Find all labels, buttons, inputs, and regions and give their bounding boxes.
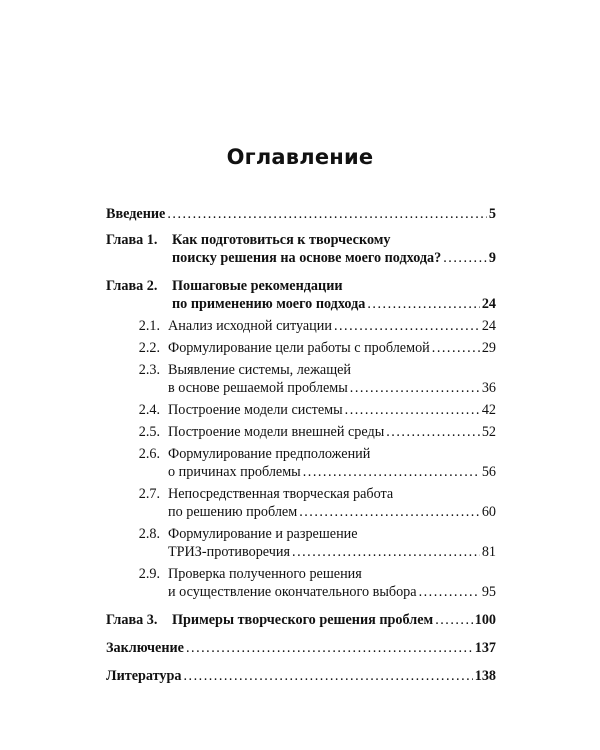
toc-page-number: 42 (481, 402, 496, 418)
chapter-title-line: Пошаговые рекомендации (172, 278, 343, 294)
section-number: 2.5. (138, 424, 160, 440)
dot-leader (350, 379, 480, 397)
section-number: 2.1. (138, 318, 160, 334)
chapter-label: Глава 3. (106, 612, 158, 628)
section-title-line: Формулирование и разрешение (168, 526, 358, 542)
section-number: 2.4. (138, 402, 160, 418)
section-title-line: Непосредственная творческая работа (168, 486, 394, 502)
dot-leader (186, 639, 473, 657)
toc-entry-chapter-2[interactable] (106, 277, 496, 313)
dot-leader (367, 295, 479, 313)
toc-page-number: 24 (481, 296, 496, 312)
dot-leader (303, 463, 480, 481)
toc-page-number: 56 (481, 464, 496, 480)
chapter-label: Глава 1. (106, 232, 158, 248)
toc-page-number: 52 (481, 424, 496, 440)
section-title-line: Построение модели системы (168, 402, 343, 418)
section-title-line: Формулирование предположений (168, 446, 371, 462)
chapter-title-line: поиску решения на основе моего подхода? (172, 250, 442, 266)
toc-entry-section-2-9[interactable] (106, 565, 496, 601)
toc-page-number: 24 (481, 318, 496, 334)
section-number: 2.3. (138, 362, 160, 378)
toc-page-number: 100 (474, 612, 496, 628)
chapter-title-line: Примеры творческого решения проблем (172, 612, 434, 628)
section-title-line: Выявление системы, лежащей (168, 362, 352, 378)
chapter-title-line: Как подготовиться к творческому (172, 232, 391, 248)
dot-leader (443, 249, 487, 267)
toc-entry-section-2-1[interactable] (106, 317, 496, 335)
toc-entry-literature[interactable] (106, 667, 496, 685)
chapter-title-line: по применению моего подхода (172, 296, 366, 312)
dot-leader (334, 317, 480, 335)
table-of-contents (106, 205, 496, 685)
toc-entry-section-2-3[interactable] (106, 361, 496, 397)
toc-entry-conclusion[interactable] (106, 639, 496, 657)
section-number: 2.2. (138, 340, 160, 356)
dot-leader (292, 543, 480, 561)
dot-leader (419, 583, 480, 601)
dot-leader (345, 401, 480, 419)
section-title-line: Построение модели внешней среды (168, 424, 385, 440)
dot-leader (386, 423, 480, 441)
section-title-line: Формулирование цели работы с проблемой (168, 340, 430, 356)
section-number: 2.7. (138, 486, 160, 502)
dot-leader (184, 667, 473, 685)
toc-entry-section-2-7[interactable] (106, 485, 496, 521)
toc-page-number: 81 (481, 544, 496, 560)
dot-leader (432, 339, 480, 357)
toc-page-number: 9 (488, 250, 496, 266)
chapter-label: Глава 2. (106, 278, 158, 294)
dot-leader (167, 205, 487, 223)
section-title-line: Проверка полученного решения (168, 566, 362, 582)
dot-leader (299, 503, 480, 521)
toc-entry-title: Введение (106, 206, 166, 222)
section-number: 2.9. (138, 566, 160, 582)
section-title-line: по решению проблем (168, 504, 298, 520)
toc-entry-chapter-1[interactable] (106, 231, 496, 267)
toc-page-number: 60 (481, 504, 496, 520)
toc-page-number: 29 (481, 340, 496, 356)
toc-entry-section-2-8[interactable] (106, 525, 496, 561)
section-number: 2.6. (138, 446, 160, 462)
toc-entry-section-2-6[interactable] (106, 445, 496, 481)
page-title: Оглавление (226, 145, 374, 169)
toc-entry-section-2-4[interactable] (106, 401, 496, 419)
section-title-line: о причинах проблемы (168, 464, 301, 480)
section-title-line: и осуществление окончательного выбора (168, 584, 417, 600)
section-number: 2.8. (138, 526, 160, 542)
toc-page-number: 5 (488, 206, 496, 222)
section-title-line: Анализ исходной ситуации (168, 318, 332, 334)
toc-entry-section-2-2[interactable] (106, 339, 496, 357)
dot-leader (435, 611, 473, 629)
toc-page-number: 95 (481, 584, 496, 600)
toc-entry-introduction[interactable] (106, 205, 496, 223)
section-title-line: ТРИЗ-противоречия (168, 544, 291, 560)
toc-entry-title: Литература (106, 668, 182, 684)
toc-entry-chapter-3[interactable] (106, 611, 496, 629)
section-title-line: в основе решаемой проблемы (168, 380, 348, 396)
toc-page-number: 137 (474, 640, 496, 656)
toc-page-number: 138 (474, 668, 496, 684)
toc-page-number: 36 (481, 380, 496, 396)
toc-entry-section-2-5[interactable] (106, 423, 496, 441)
toc-entry-title: Заключение (106, 640, 184, 656)
